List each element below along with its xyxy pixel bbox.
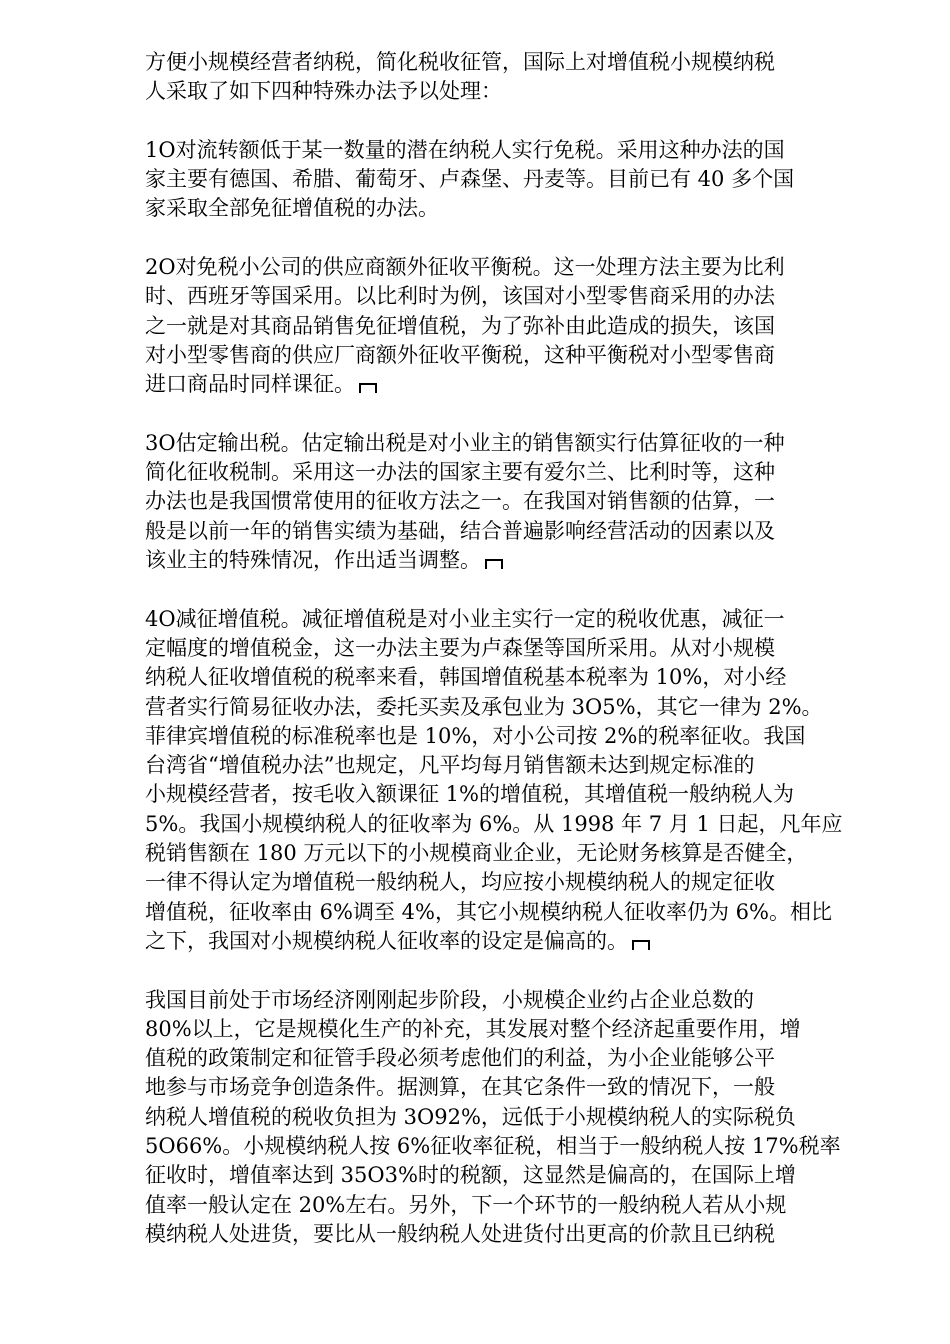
paragraph-method-1: 1O对流转额低于某一数量的潜在纳税人实行免税。采用这种办法的国 家主要有德国、希腊、葡萄牙、卢森堡、丹麦等。目前已有 40 多个国 家采取全部免征增值税的办法。	[145, 137, 795, 221]
paragraph-end-mark-icon	[359, 383, 377, 393]
paragraph-method-3: 3O估定输出税。估定输出税是对小业主的销售额实行估算征收的一种 简化征收税制。采用这一办法的国家主要有爱尔兰、比利时等，这种 办法也是我国惯常使用的征收方法之一。在我国对销售额的估算，一 般是以前一年的销售实绩为基础，结合普遍影响经营活动的因素以及 该业主的特殊情况，作出适当调整。	[145, 430, 785, 573]
paragraph-end-mark-icon	[485, 559, 503, 569]
paragraph-end-mark-icon	[632, 940, 650, 950]
paragraph-method-4: 4O减征增值税。减征增值税是对小业主实行一定的税收优惠，减征一 定幅度的增值税金，这一办法主要为卢森堡等国所采用。从对小规模 纳税人征收增值税的税率来看，韩国增值税基本税率为 10%，对小经 营者实行简易征收办法，委托买卖及承包业为 3O5%，其它一律为 2%。 菲律宾增值税的标准税率也是 10%，对小公司按 2%的税率征收。我国 台湾省“增值税办法”也规定，凡平均每月销售额未达到规定标准的 小规模经营者，按毛收入额课征 1%的增值税，其增值税一般纳税人为 5%。我国小规模纳税人的征收率为 6%。从 1998 年 7 月 1 日起，凡年应 税销售额在 180 万元以下的小规模商业企业，无论财务核算是否健全， 一律不得认定为增值税一般纳税人，均应按小规模纳税人的规定征收 增值税，征收率由 6%调至 4%，其它小规模纳税人征收率仍为 6%。相比 之下，我国对小规模纳税人征收率的设定是偏高的。	[145, 606, 843, 953]
paragraph-intro: 方便小规模经营者纳税，简化税收征管，国际上对增值税小规模纳税 人采取了如下四种特殊办法予以处理：	[145, 50, 775, 104]
paragraph-method-2: 2O对免税小公司的供应商额外征收平衡税。这一处理方法主要为比利 时、西班牙等国采用。以比利时为例，该国对小型零售商采用的办法 之一就是对其商品销售免征增值税，为了弥补由此造成的损失，该国 对小型零售商的供应厂商额外征收平衡税，这种平衡税对小型零售商 进口商品时同样课征。	[145, 255, 785, 397]
paragraph-analysis: 我国目前处于市场经济刚刚起步阶段，小规模企业约占企业总数的 80%以上，它是规模化生产的补充，其发展对整个经济起重要作用，增 值税的政策制定和征管手段必须考虑他们的利益，为小企业能够公平 地参与市场竞争创造条件。据测算，在其它条件一致的情况下，一般 纳税人增值税的税收负担为 3O92%，远低于小规模纳税人的实际税负 5O66%。小规模纳税人按 6%征收率征税，相当于一般纳税人按 17%税率 征收时，增值率达到 35O3%时的税额，这显然是偏高的，在国际上增 值率一般认定在 20%左右。另外，下一个环节的一般纳税人若从小规 模纳税人处进货，要比从一般纳税人处进货付出更高的价款且已纳税	[145, 987, 841, 1246]
document-page	[145, 48, 885, 1278]
